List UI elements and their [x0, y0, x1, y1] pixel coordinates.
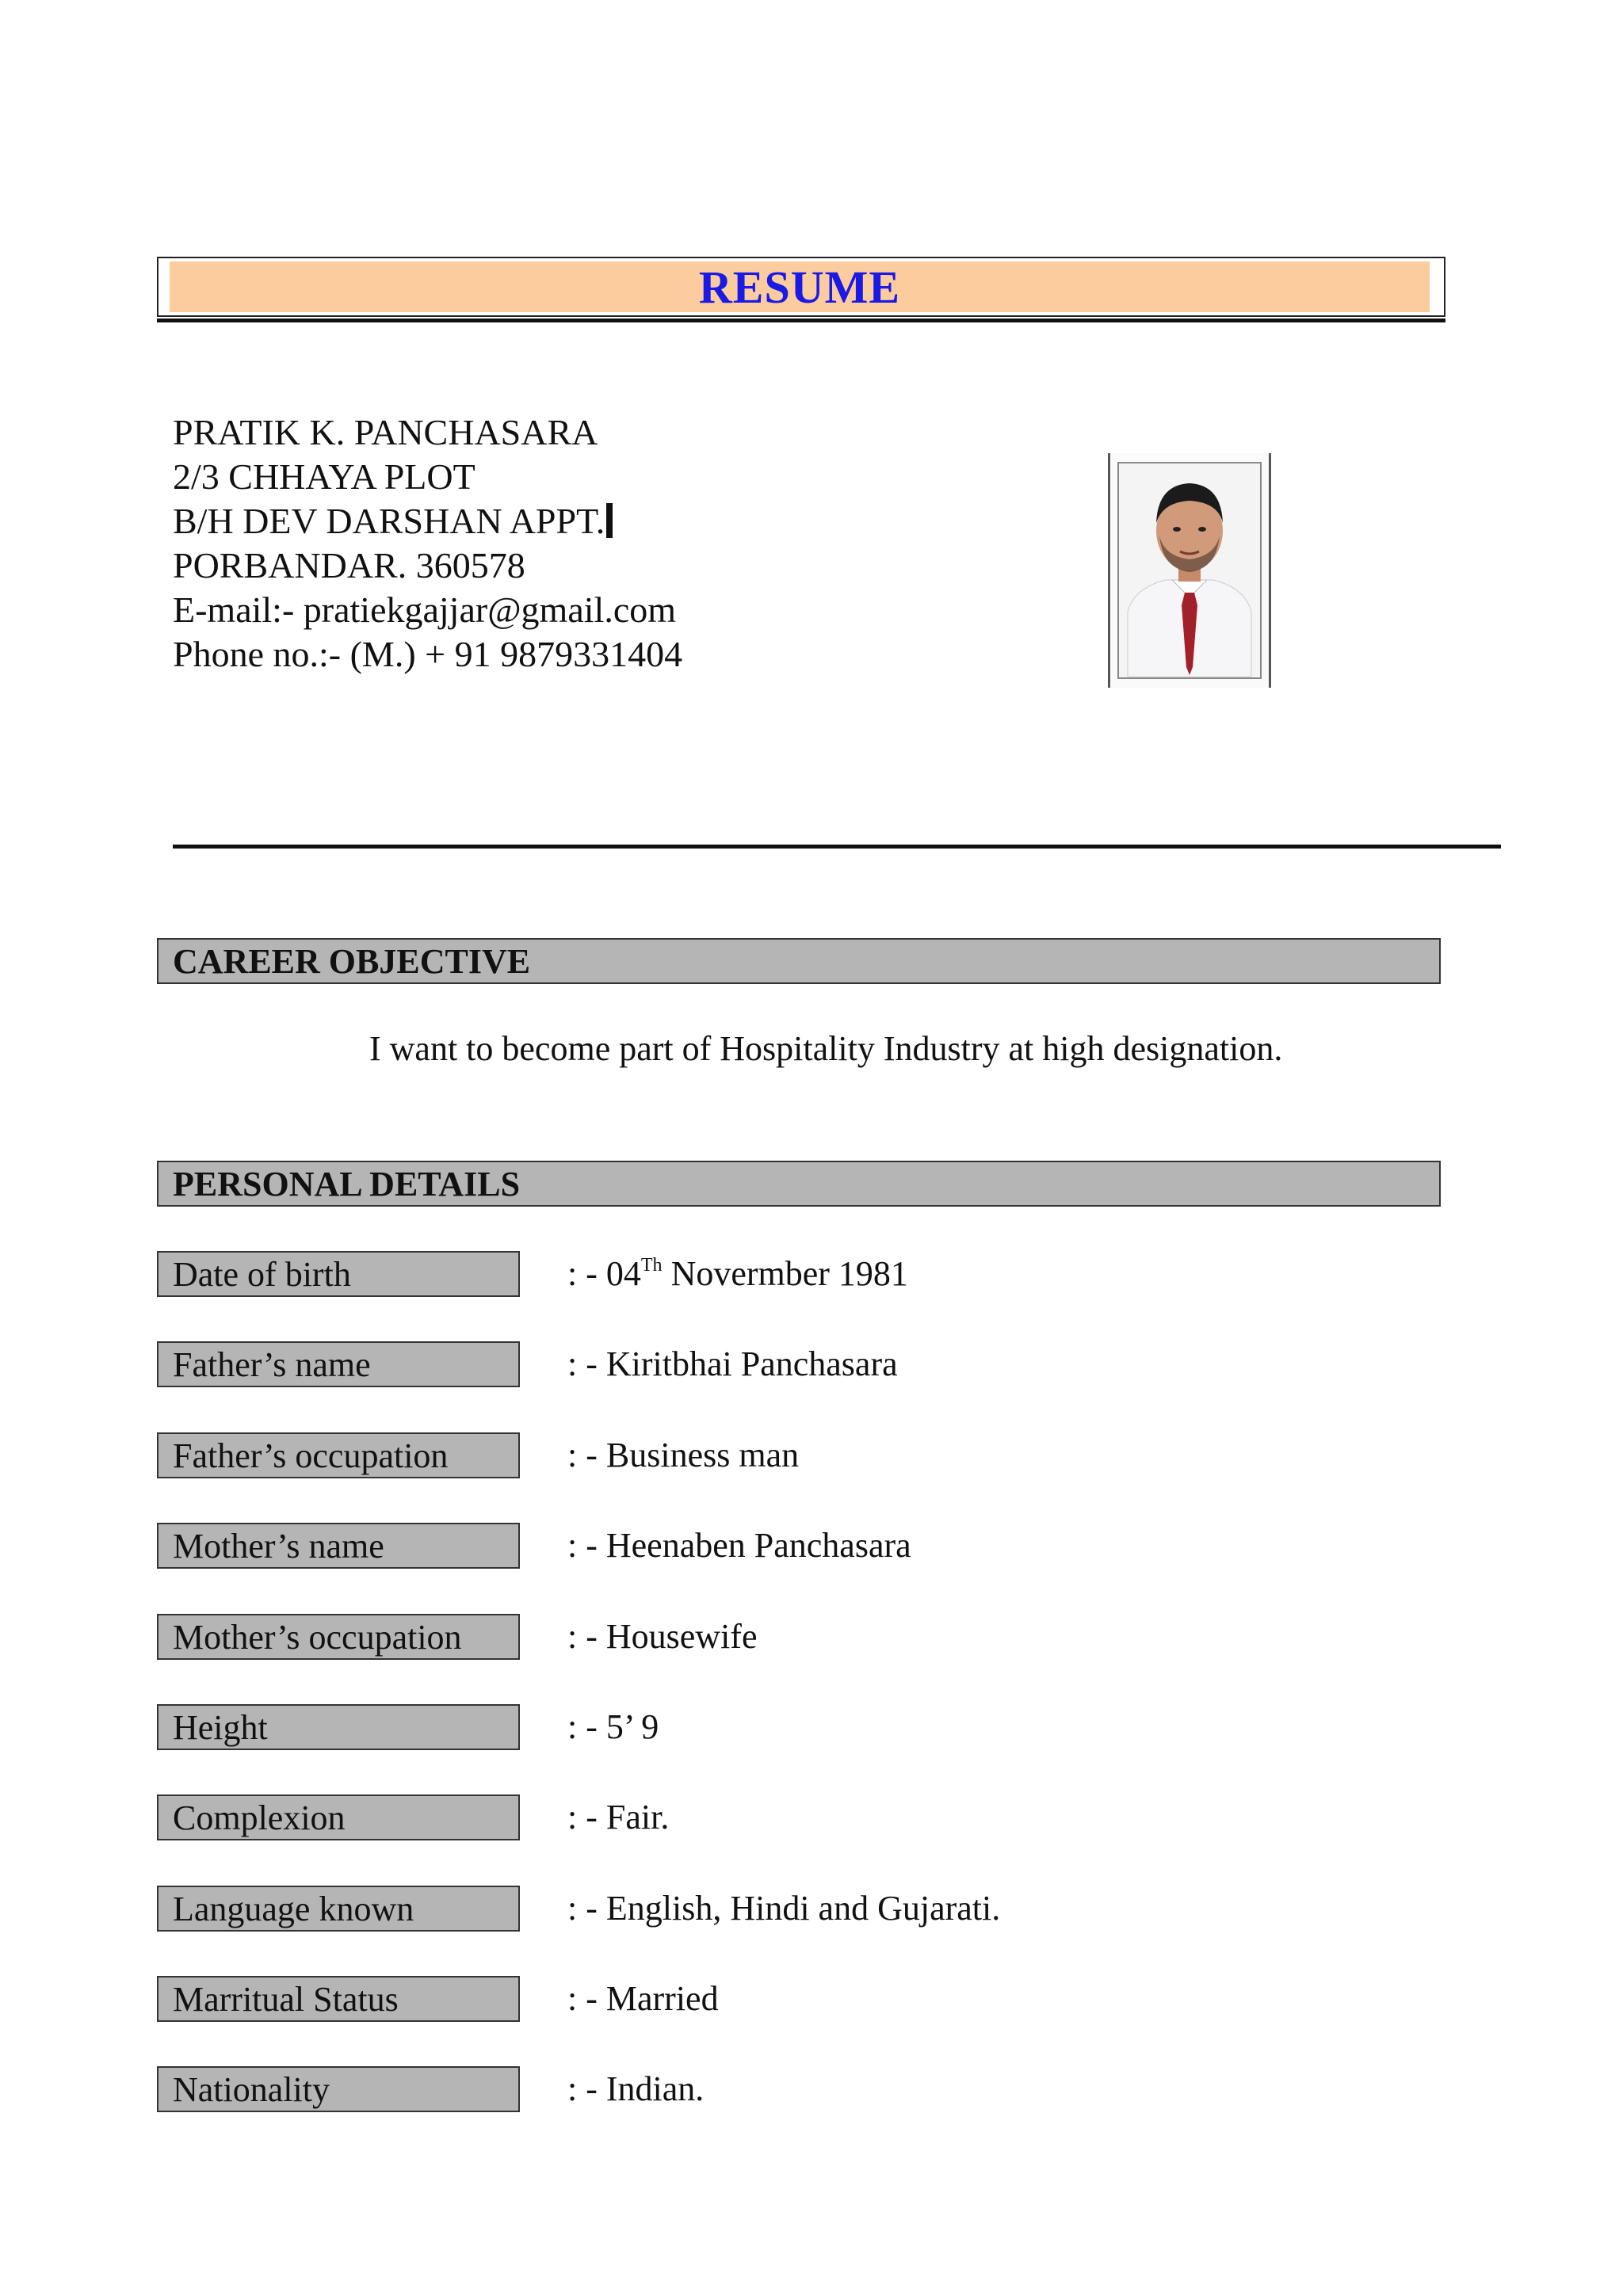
dob-value-suffix: Th — [640, 1255, 663, 1276]
title-banner — [157, 257, 1445, 317]
address-line-3-wrap — [173, 499, 682, 543]
mothers-name-value: : - Heenaben Panchasara — [567, 1526, 911, 1565]
section-divider — [173, 845, 1501, 849]
height-label: Height — [157, 1704, 520, 1750]
dob-value — [567, 1251, 908, 1297]
contact-phone: Phone no.:- (M.) + 91 9879331404 — [173, 634, 683, 674]
fathers-occupation-value: : - Business man — [567, 1436, 800, 1474]
title-fill — [170, 261, 1430, 312]
portrait-image — [1110, 453, 1269, 688]
career-objective-heading: CAREER OBJECTIVE — [157, 938, 1441, 984]
contact-name: PRATIK K. PANCHASARA — [173, 412, 598, 452]
marital-status-value: : - Married — [567, 1979, 719, 2018]
page-title: RESUME — [698, 261, 901, 313]
profile-photo — [1108, 453, 1271, 688]
marital-status-label: Marritual Status — [157, 1976, 520, 2022]
complexion-label: Complexion — [157, 1794, 520, 1840]
dob-label: Date of birth — [157, 1251, 520, 1297]
height-value: : - 5’ 9 — [567, 1707, 659, 1746]
dob-value-rest: Novermber 1981 — [662, 1254, 908, 1293]
title-underline — [157, 318, 1445, 322]
dob-value-prefix: : - 04 — [567, 1254, 641, 1293]
language-label: Language known — [157, 1886, 520, 1932]
contact-block — [173, 410, 682, 677]
address-line-2: B/H DEV DARSHAN APPT. — [173, 501, 605, 541]
personal-details-heading: PERSONAL DETAILS — [157, 1161, 1441, 1207]
career-objective-text: I want to become part of Hospitality Industry at high designation. — [369, 1029, 1283, 1068]
nationality-value: : - Indian. — [567, 2069, 705, 2108]
mothers-name-label: Mother’s name — [157, 1523, 520, 1569]
language-value: : - English, Hindi and Gujarati. — [567, 1889, 1001, 1928]
text-cursor — [606, 503, 613, 538]
fathers-occupation-label: Father’s occupation — [157, 1432, 520, 1478]
nationality-label: Nationality — [157, 2066, 520, 2112]
mothers-occupation-value: : - Housewife — [567, 1617, 758, 1656]
contact-email: E-mail:- pratiekgajjar@gmail.com — [173, 589, 677, 630]
fathers-name-label: Father’s name — [157, 1341, 520, 1387]
address-line-1: 2/3 CHHAYA PLOT — [173, 456, 475, 497]
complexion-value: : - Fair. — [567, 1798, 670, 1836]
mothers-occupation-label: Mother’s occupation — [157, 1614, 520, 1660]
fathers-name-value: : - Kiritbhai Panchasara — [567, 1344, 898, 1383]
address-line-3: PORBANDAR. 360578 — [173, 545, 525, 585]
